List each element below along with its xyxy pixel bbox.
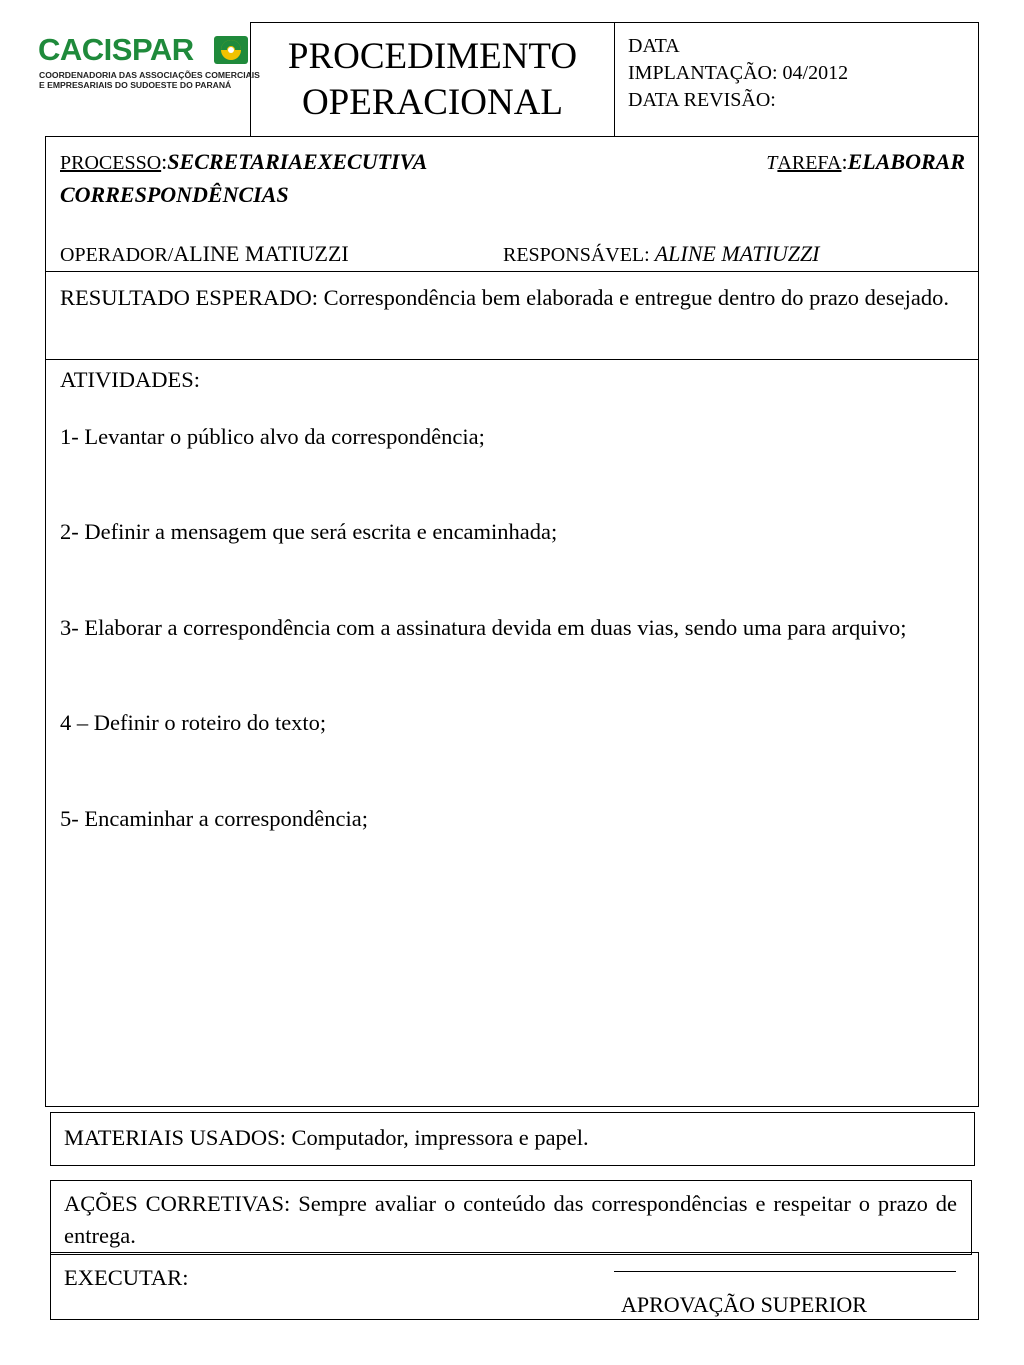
activity-item: 2- Definir a mensagem que será escrita e encaminhada; (60, 519, 558, 544)
signature-line (614, 1271, 956, 1272)
responsible-field (503, 241, 820, 267)
corrective-actions-text: AÇÕES CORRETIVAS: Sempre avaliar o conteúdo das correspondências e respeitar o prazo de entrega. (64, 1191, 957, 1248)
title-box (250, 22, 615, 137)
approval-label: APROVAÇÃO SUPERIOR (621, 1292, 867, 1317)
execute-label: EXECUTAR: (64, 1265, 189, 1290)
process-colon: : (161, 149, 168, 174)
divider (45, 359, 979, 360)
activity-item: 5- Encaminhar a correspondência; (60, 806, 368, 831)
task-initial: T (766, 152, 778, 174)
logo-subtitle (39, 70, 260, 90)
title-line2: OPERACIONAL (301, 81, 564, 123)
materials-text: MATERIAIS USADOS: Computador, impressora e papel. (64, 1125, 589, 1150)
operator-value: ALINE MATIUZZI (173, 241, 349, 266)
date-box (614, 22, 979, 137)
process-value: SECRETARIAEXECUTIVA (167, 149, 428, 174)
divider (45, 271, 979, 272)
logo-wordmark: CACISPAR (38, 32, 194, 67)
activities-label: ATIVIDADES: (60, 367, 200, 392)
operator-field (60, 241, 349, 267)
logo-emblem-icon (214, 36, 248, 64)
process-section (60, 146, 965, 211)
revision-date: DATA REVISÃO: (628, 89, 776, 111)
task-value-continued: CORRESPONDÊNCIAS (60, 182, 289, 207)
expected-result: RESULTADO ESPERADO: Correspondência bem elaborada e entregue dentro do prazo desejado. (60, 285, 950, 310)
activity-item: 1- Levantar o público alvo da correspondência; (60, 424, 485, 449)
cacispar-logo (38, 32, 260, 94)
logo-subtitle-line2: E EMPRESARIAIS DO SUDOESTE DO PARANÁ (39, 80, 232, 90)
activity-item: 4 – Definir o roteiro do texto; (60, 710, 327, 735)
document-title (288, 34, 577, 126)
task-colon: : (841, 149, 848, 174)
operator-label: OPERADOR/ (60, 244, 174, 266)
title-line1: PROCEDIMENTO (287, 35, 578, 77)
responsible-value: ALINE MATIUZZI (654, 241, 820, 266)
responsible-label: RESPONSÁVEL: (503, 244, 655, 266)
activity-item: 3- Elaborar a correspondência com a assinatura devida em duas vias, sendo uma para arquivo; (60, 615, 907, 640)
logo-subtitle-line1: COORDENADORIA DAS ASSOCIAÇÕES COMERCIAIS (39, 70, 260, 80)
task-label: AREFA (777, 152, 842, 174)
task-value: ELABORAR (847, 149, 965, 174)
process-label: PROCESSO (60, 152, 162, 174)
implantation-date: IMPLANTAÇÃO: 04/2012 (628, 62, 849, 84)
date-label: DATA (628, 35, 680, 57)
task-field (766, 146, 965, 179)
